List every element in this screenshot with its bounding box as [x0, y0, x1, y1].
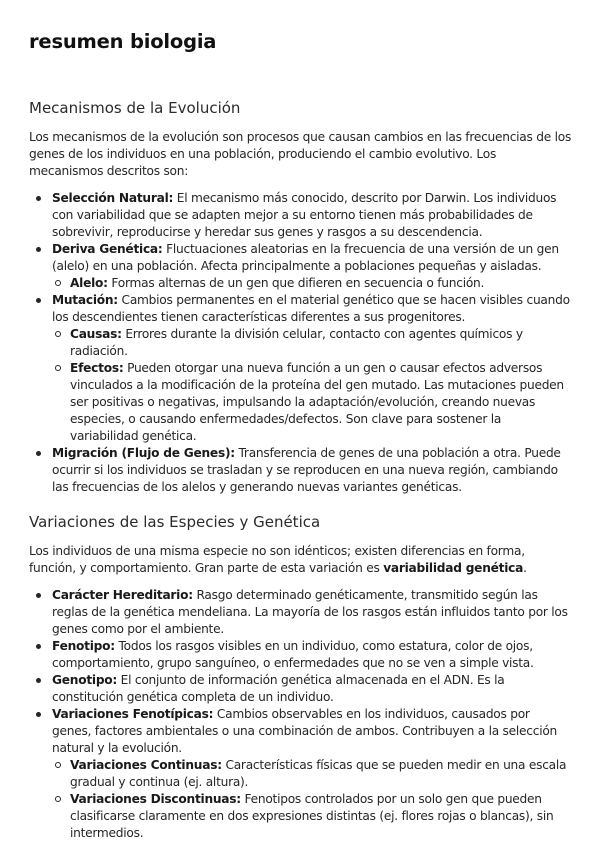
description: Errores durante la división celular, contacto con agentes químicos y radiación. — [70, 327, 523, 358]
intro-emphasis: variabilidad genética — [383, 561, 524, 575]
list-item-mutacion — [29, 292, 572, 445]
term: Deriva Genética: — [52, 242, 163, 256]
section-intro-variaciones — [29, 543, 572, 577]
list-item-fenotipo — [29, 638, 572, 672]
document-title: resumen biologia — [29, 30, 217, 53]
term: Mutación: — [52, 293, 118, 307]
description: Todos los rasgos visibles en un individuo, como estatura, color de ojos, comportamiento, grupo sanguíneo, o enfermedades que no se ven a simple vista. — [52, 639, 534, 670]
description: Formas alternas de un gen que difieren en secuencia o función. — [107, 276, 485, 290]
sublist-item-continuas — [52, 757, 572, 791]
term: Selección Natural: — [52, 191, 174, 205]
description: El conjunto de información genética almacenada en el ADN. Es la constitución genética completa de un individuo. — [52, 673, 505, 704]
description: Fluctuaciones aleatorias en la frecuencia de una versión de un gen (alelo) en una población. Afecta principalmente a poblaciones pequeñas y aisladas. — [52, 242, 559, 273]
list-item-caracter-hereditario — [29, 587, 572, 638]
section-heading-mecanismos: Mecanismos de la Evolución — [29, 99, 241, 117]
term: Genotipo: — [52, 673, 118, 687]
term: Variaciones Fenotípicas: — [52, 707, 214, 721]
mutacion-sublist — [52, 326, 572, 445]
fenotipicas-sublist — [52, 757, 572, 842]
sublist-item-discontinuas — [52, 791, 572, 842]
term: Alelo: — [70, 276, 108, 290]
sublist-item-efectos — [52, 360, 572, 445]
list-item-deriva-genetica — [29, 241, 572, 292]
description: Rasgo determinado genéticamente, transmitido según las reglas de la genética mendeliana. La mayoría de los rasgos están influidos tanto por los genes como por el ambiente. — [52, 588, 568, 636]
list-item-seleccion-natural — [29, 190, 572, 241]
term: Fenotipo: — [52, 639, 115, 653]
term: Variaciones Discontinuas: — [70, 792, 241, 806]
term: Causas: — [70, 327, 122, 341]
description: Fenotipos controlados por un solo gen que pueden clasificarse claramente en dos expresiones distintas (ej. flores rojas o blancas), sin intermedios. — [70, 792, 554, 840]
mecanismos-list — [29, 190, 572, 496]
list-item-migracion — [29, 445, 572, 496]
description: Cambios permanentes en el material genético que se hacen visibles cuando los descendientes tienen características diferentes a sus progenitores. — [52, 293, 570, 324]
section-intro-mecanismos: Los mecanismos de la evolución son procesos que causan cambios en las frecuencias de los genes de los individuos en una población, produciendo el cambio evolutivo. Los mecanismos descritos son: — [29, 130, 572, 178]
sublist-item-causas — [52, 326, 572, 360]
term: Variaciones Continuas: — [70, 758, 222, 772]
intro-end: . — [523, 561, 527, 575]
term: Efectos: — [70, 361, 124, 375]
variaciones-list — [29, 587, 572, 842]
term: Carácter Hereditario: — [52, 588, 193, 602]
term: Migración (Flujo de Genes): — [52, 446, 235, 460]
description: Pueden otorgar una nueva función a un gen o causar efectos adversos vinculados a la modificación de la proteína del gen mutado. Las mutaciones pueden ser positivas o negativas, impulsando la adaptación/evolución, creando nuevas especies, o causando enfermedades/defectos. Son clave para sostener la variabilidad genética. — [70, 361, 564, 443]
deriva-sublist — [52, 275, 572, 292]
description: Transferencia de genes de una población a otra. Puede ocurrir si los individuos se trasladan y se reproducen en una nueva región, cambiando las frecuencias de los alelos y generando nuevas variantes genéticas. — [52, 446, 561, 494]
description: Características físicas que se pueden medir en una escala gradual y continua (ej. altura). — [70, 758, 567, 789]
section-heading-variaciones: Variaciones de las Especies y Genética — [29, 513, 321, 531]
sublist-item-alelo — [52, 275, 572, 292]
description: El mecanismo más conocido, descrito por Darwin. Los individuos con variabilidad que se adapten mejor a su entorno tienen más probabilidades de sobrevivir, reproducirse y heredar sus genes y rasgos a su descendencia. — [52, 191, 557, 239]
list-item-genotipo — [29, 672, 572, 706]
intro-text: Los individuos de una misma especie no son idénticos; existen diferencias en forma, función, y comportamiento. Gran parte de esta variación es — [29, 544, 525, 575]
list-item-variaciones-fenotipicas — [29, 706, 572, 842]
description: Cambios observables en los individuos, causados por genes, factores ambientales o una combinación de ambos. Contribuyen a la selección natural y la evolución. — [52, 707, 558, 755]
